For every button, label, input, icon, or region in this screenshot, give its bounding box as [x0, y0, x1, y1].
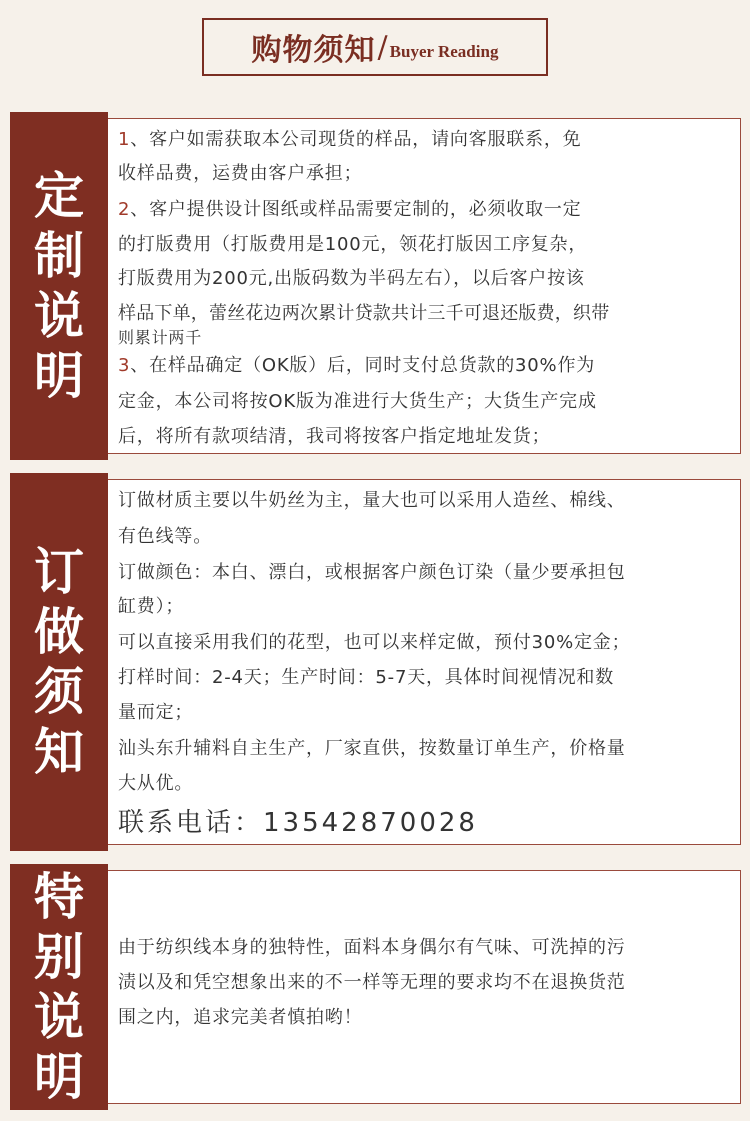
- section-label: 特 别 说 明: [10, 864, 108, 1110]
- content-line: 2、客户提供设计图纸或样品需要定制的，必须收取一定: [118, 199, 582, 220]
- content-line: 汕头东升辅料自主生产，厂家直供，按数量订单生产，价格量: [118, 738, 626, 759]
- content-line: 渍以及和凭空想象出来的不一样等无理的要求均不在退换货范: [118, 972, 626, 993]
- content-line: 订做颜色：本白、漂白，或根据客户颜色订染（量少要承担包: [118, 562, 626, 583]
- content-line: 订做材质主要以牛奶丝为主，量大也可以采用人造丝、棉线、: [118, 490, 626, 511]
- section-label: 订 做 须 知: [10, 473, 108, 851]
- content-line: 可以直接采用我们的花型，也可以来样定做，预付30%定金；: [118, 632, 631, 653]
- content-line: 围之内，追求完美者慎拍哟！: [118, 1007, 363, 1028]
- content-line: 收样品费，运费由客户承担；: [118, 163, 363, 184]
- content-line: 则累计两千: [118, 328, 203, 347]
- content-line: 打版费用为200元,出版码数为半码左右），以后客户按该: [118, 268, 585, 289]
- section-special-notes: [10, 864, 741, 1110]
- content-line: 1、客户如需获取本公司现货的样品，请向客服联系，免: [118, 129, 582, 150]
- content-line: 缸费）；: [118, 596, 185, 617]
- content-line: 量而定；: [118, 702, 194, 723]
- content-line: 打样时间：2-4天；生产时间：5-7天，具体时间视情况和数: [118, 667, 614, 688]
- content-line: 的打版费用（打版费用是100元，领花打版因工序复杂，: [118, 234, 588, 255]
- section-content: [108, 870, 741, 1104]
- header-slash: /: [377, 29, 388, 65]
- header-title-zh: 购物须知: [251, 33, 376, 68]
- section-content: [108, 479, 741, 845]
- section-content: [108, 118, 741, 454]
- content-line: 3、在样品确定（OK版）后，同时支付总货款的30%作为: [118, 355, 596, 376]
- content-line: 有色线等。: [118, 526, 212, 547]
- header-title-en: Buyer Reading: [389, 42, 499, 61]
- page-header: [202, 18, 548, 76]
- section-order-notes: [10, 473, 741, 851]
- content-line: 由于纺织线本身的独特性，面料本身偶尔有气味、可洗掉的污: [118, 937, 626, 958]
- contact-phone: 联系电话：13542870028: [118, 808, 478, 838]
- content-line: 定金，本公司将按OK版为准进行大货生产；大货生产完成: [118, 391, 597, 412]
- content-line: 大从优。: [118, 773, 194, 794]
- section-label: 定 制 说 明: [10, 112, 108, 460]
- content-line: 后，将所有款项结清，我司将按客户指定地址发货；: [118, 426, 551, 447]
- section-custom-notes: [10, 112, 741, 460]
- content-line: 样品下单，蕾丝花边两次累计贷款共计三千可退还版费，织带: [118, 303, 610, 324]
